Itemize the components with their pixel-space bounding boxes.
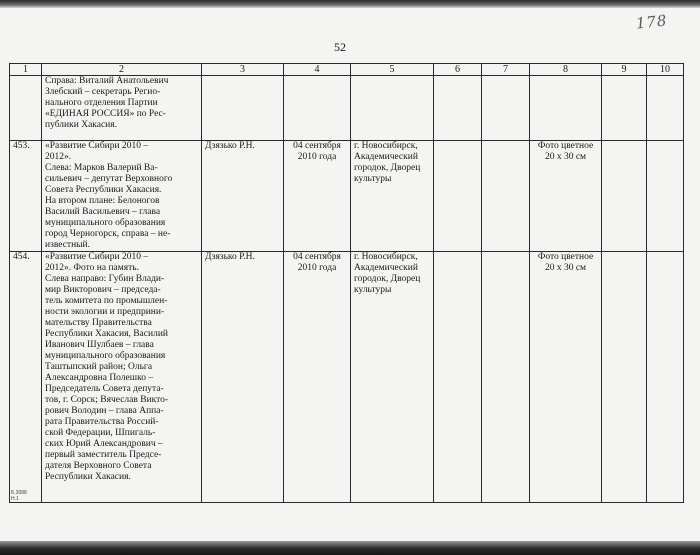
description-line: нального отделения Партии	[45, 98, 158, 108]
description-line: 2012».	[45, 152, 72, 162]
place-cell: г. Новосибирск, Академический городок, Дворец культуры	[351, 141, 434, 252]
description-line: рата Правительства Россий-	[45, 417, 159, 427]
description-line: Злебский – секретарь Регио-	[45, 87, 161, 97]
description-line: Слева направо: Губин Влади-	[45, 274, 165, 284]
table-row	[10, 252, 684, 503]
column-header: 3	[202, 64, 284, 76]
scan-edge-bottom	[0, 541, 700, 555]
item-number-cell	[10, 76, 42, 141]
description-line: «Развитие Сибири 2010 –	[45, 141, 149, 151]
empty-cell	[602, 141, 647, 252]
description-line: «Развитие Сибири 2010 –	[45, 252, 149, 262]
description-line: Слева: Марков Валерий Ва-	[45, 163, 158, 173]
description-line: Совета Республики Хакасия.	[45, 185, 162, 195]
empty-cell	[434, 76, 482, 141]
photo-type-cell	[530, 76, 602, 141]
column-header: 4	[284, 64, 351, 76]
empty-cell	[647, 141, 684, 252]
column-header: 9	[602, 64, 647, 76]
item-number-cell: 454.	[10, 252, 42, 503]
column-header: 10	[647, 64, 684, 76]
description-line: Республики Хакасия.	[45, 472, 131, 482]
description-line: Председатель Совета депута-	[45, 384, 164, 394]
photo-register-table	[9, 63, 684, 503]
empty-cell	[434, 141, 482, 252]
description-line: 2012». Фото на память.	[45, 263, 139, 273]
empty-cell	[482, 141, 530, 252]
description-line: Республики Хакасия, Василий	[45, 329, 168, 339]
description-line: мир Викторович – председа-	[45, 285, 161, 295]
date-cell: 04 сентября 2010 года	[284, 252, 351, 503]
column-header: 7	[482, 64, 530, 76]
description-line: Василий Васильевич – глава	[45, 207, 161, 217]
description-cell	[42, 76, 202, 141]
empty-cell	[482, 252, 530, 503]
description-line: сильевич – депутат Верховного	[45, 174, 173, 184]
description-cell	[42, 252, 202, 503]
empty-cell	[602, 76, 647, 141]
date-cell: 04 сентября 2010 года	[284, 141, 351, 252]
description-line: На втором плане: Белоногов	[45, 196, 160, 206]
column-header: 6	[434, 64, 482, 76]
empty-cell	[482, 76, 530, 141]
table-row	[10, 141, 684, 252]
description-line: город Черногорск, справа – не-	[45, 229, 171, 239]
place-cell	[351, 76, 434, 141]
description-line: первый заместитель Предсе-	[45, 450, 162, 460]
description-line: известный.	[45, 240, 91, 250]
description-cell	[42, 141, 202, 252]
scan-edge-top	[0, 0, 700, 8]
description-line: рович Володин – глава Аппа-	[45, 406, 164, 416]
description-line: ской Федерации, Шпигаль-	[45, 428, 156, 438]
handwritten-sheet-number: 178	[634, 11, 669, 33]
photo-type-cell: Фото цветное 20 х 30 см	[530, 252, 602, 503]
description-line: Таштыпский район; Ольга	[45, 362, 153, 372]
description-line: ности экологии и предприни-	[45, 307, 165, 317]
author-cell: Дзязько Р.Н.	[202, 252, 284, 503]
column-header: 5	[351, 64, 434, 76]
description-line: Иванович Шулбаев – глава	[45, 340, 154, 350]
column-number-header-row	[10, 64, 684, 76]
date-cell	[284, 76, 351, 141]
table-row	[10, 76, 684, 141]
description-line: дателя Верховного Совета	[45, 461, 152, 471]
item-number-cell: 453.	[10, 141, 42, 252]
column-header: 8	[530, 64, 602, 76]
description-line: муниципального образования	[45, 351, 166, 361]
description-line: ских Юрий Александрович –	[45, 439, 163, 449]
author-cell: Дзязько Р.Н.	[202, 141, 284, 252]
description-line: тель комитета по промышлен-	[45, 296, 168, 306]
description-line: Александровна Полешко –	[45, 373, 154, 383]
photo-type-cell: Фото цветное 20 х 30 см	[530, 141, 602, 252]
description-line: Справа: Виталий Анатольевич	[45, 76, 169, 86]
description-line: публики Хакасия.	[45, 120, 118, 130]
page-number: 52	[334, 40, 346, 54]
description-line: мательству Правительства	[45, 318, 152, 328]
archive-stamp: Б.3088 Н.1	[11, 490, 27, 502]
column-header: 1	[10, 64, 42, 76]
empty-cell	[647, 252, 684, 503]
empty-cell	[647, 76, 684, 141]
place-cell: г. Новосибирск, Академический городок, Дворец культуры	[351, 252, 434, 503]
empty-cell	[434, 252, 482, 503]
description-line: муниципального образования	[45, 218, 166, 228]
description-line: тов, г. Сорск; Вячеслав Викто-	[45, 395, 169, 405]
author-cell	[202, 76, 284, 141]
empty-cell	[602, 252, 647, 503]
column-header: 2	[42, 64, 202, 76]
description-line: «ЕДИНАЯ РОССИЯ» по Рес-	[45, 109, 166, 119]
